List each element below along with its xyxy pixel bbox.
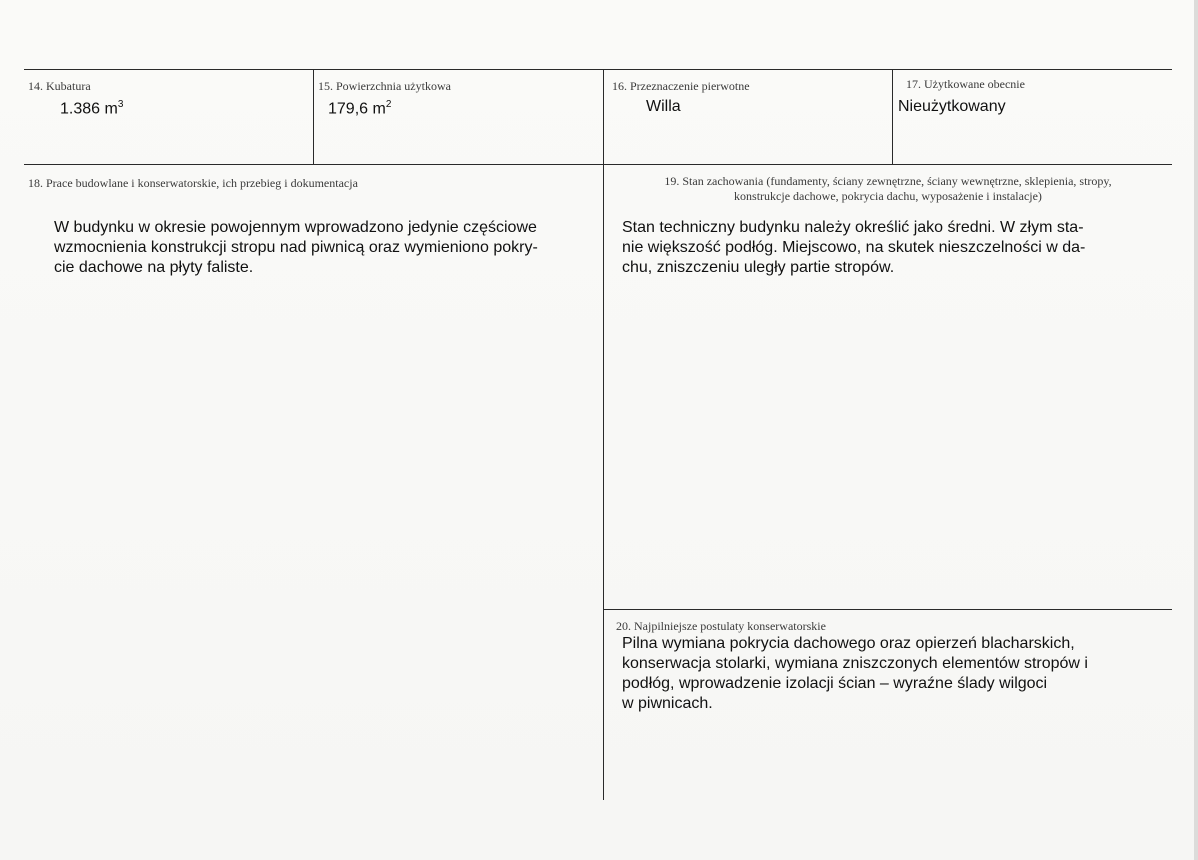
field-15-value	[328, 99, 391, 118]
middle-rule	[24, 164, 1172, 165]
field-15-value-text: 179,6 m	[328, 100, 386, 118]
field-20-label: 20. Najpilniejsze postulaty konserwatorskie	[616, 619, 826, 633]
field-18-text: W budynku w okresie powojennym wprowadzono jedynie częściowe wzmocnienia konstrukcji stropu nad piwnicą oraz wymieniono pokry- cie dachowe na płyty faliste.	[54, 219, 538, 276]
field-14-value-sup: 3	[117, 99, 124, 110]
field-16-value: Willa	[646, 98, 681, 115]
field-17-value: Nieużytkowany	[898, 98, 1006, 115]
field-19-label: 19. Stan zachowania (fundamenty, ściany zewnętrzne, ściany wewnętrzne, sklepienia, stropy, konstrukcje dachowe, pokrycia dachu, wyposażenie i instalacje)	[664, 174, 1112, 203]
field-15-label: 15. Powierzchnia użytkowa	[318, 79, 451, 93]
field-14-label: 14. Kubatura	[28, 79, 91, 93]
field-14-value-text: 1.386 m	[60, 100, 118, 118]
field-17-label: 17. Użytkowane obecnie	[906, 77, 1025, 91]
divider-14-15	[313, 69, 314, 164]
top-rule	[24, 69, 1172, 70]
divider-15-16	[603, 69, 604, 800]
field-15-value-sup: 2	[385, 99, 392, 110]
section-20-rule	[604, 609, 1172, 610]
divider-16-17	[892, 69, 893, 164]
field-14-value	[60, 99, 123, 118]
card-edge-shadow	[1194, 0, 1198, 860]
field-18-label: 18. Prace budowlane i konserwatorskie, ich przebieg i dokumentacja	[28, 176, 358, 190]
field-16-label: 16. Przeznaczenie pierwotne	[612, 79, 750, 93]
field-19-text: Stan techniczny budynku należy określić jako średni. W złym sta- nie większość podłóg. Miejscowo, na skutek nieszczelności w da- chu, zniszczeniu uległy partie stropów.	[622, 219, 1086, 276]
field-20-text: Pilna wymiana pokrycia dachowego oraz opierzeń blacharskich, konserwacja stolarki, wymiana zniszczonych elementów stropów i podłóg, wprowadzenie izolacji ścian – wyraźne ślady wilgoci w piwnicach.	[622, 635, 1088, 712]
